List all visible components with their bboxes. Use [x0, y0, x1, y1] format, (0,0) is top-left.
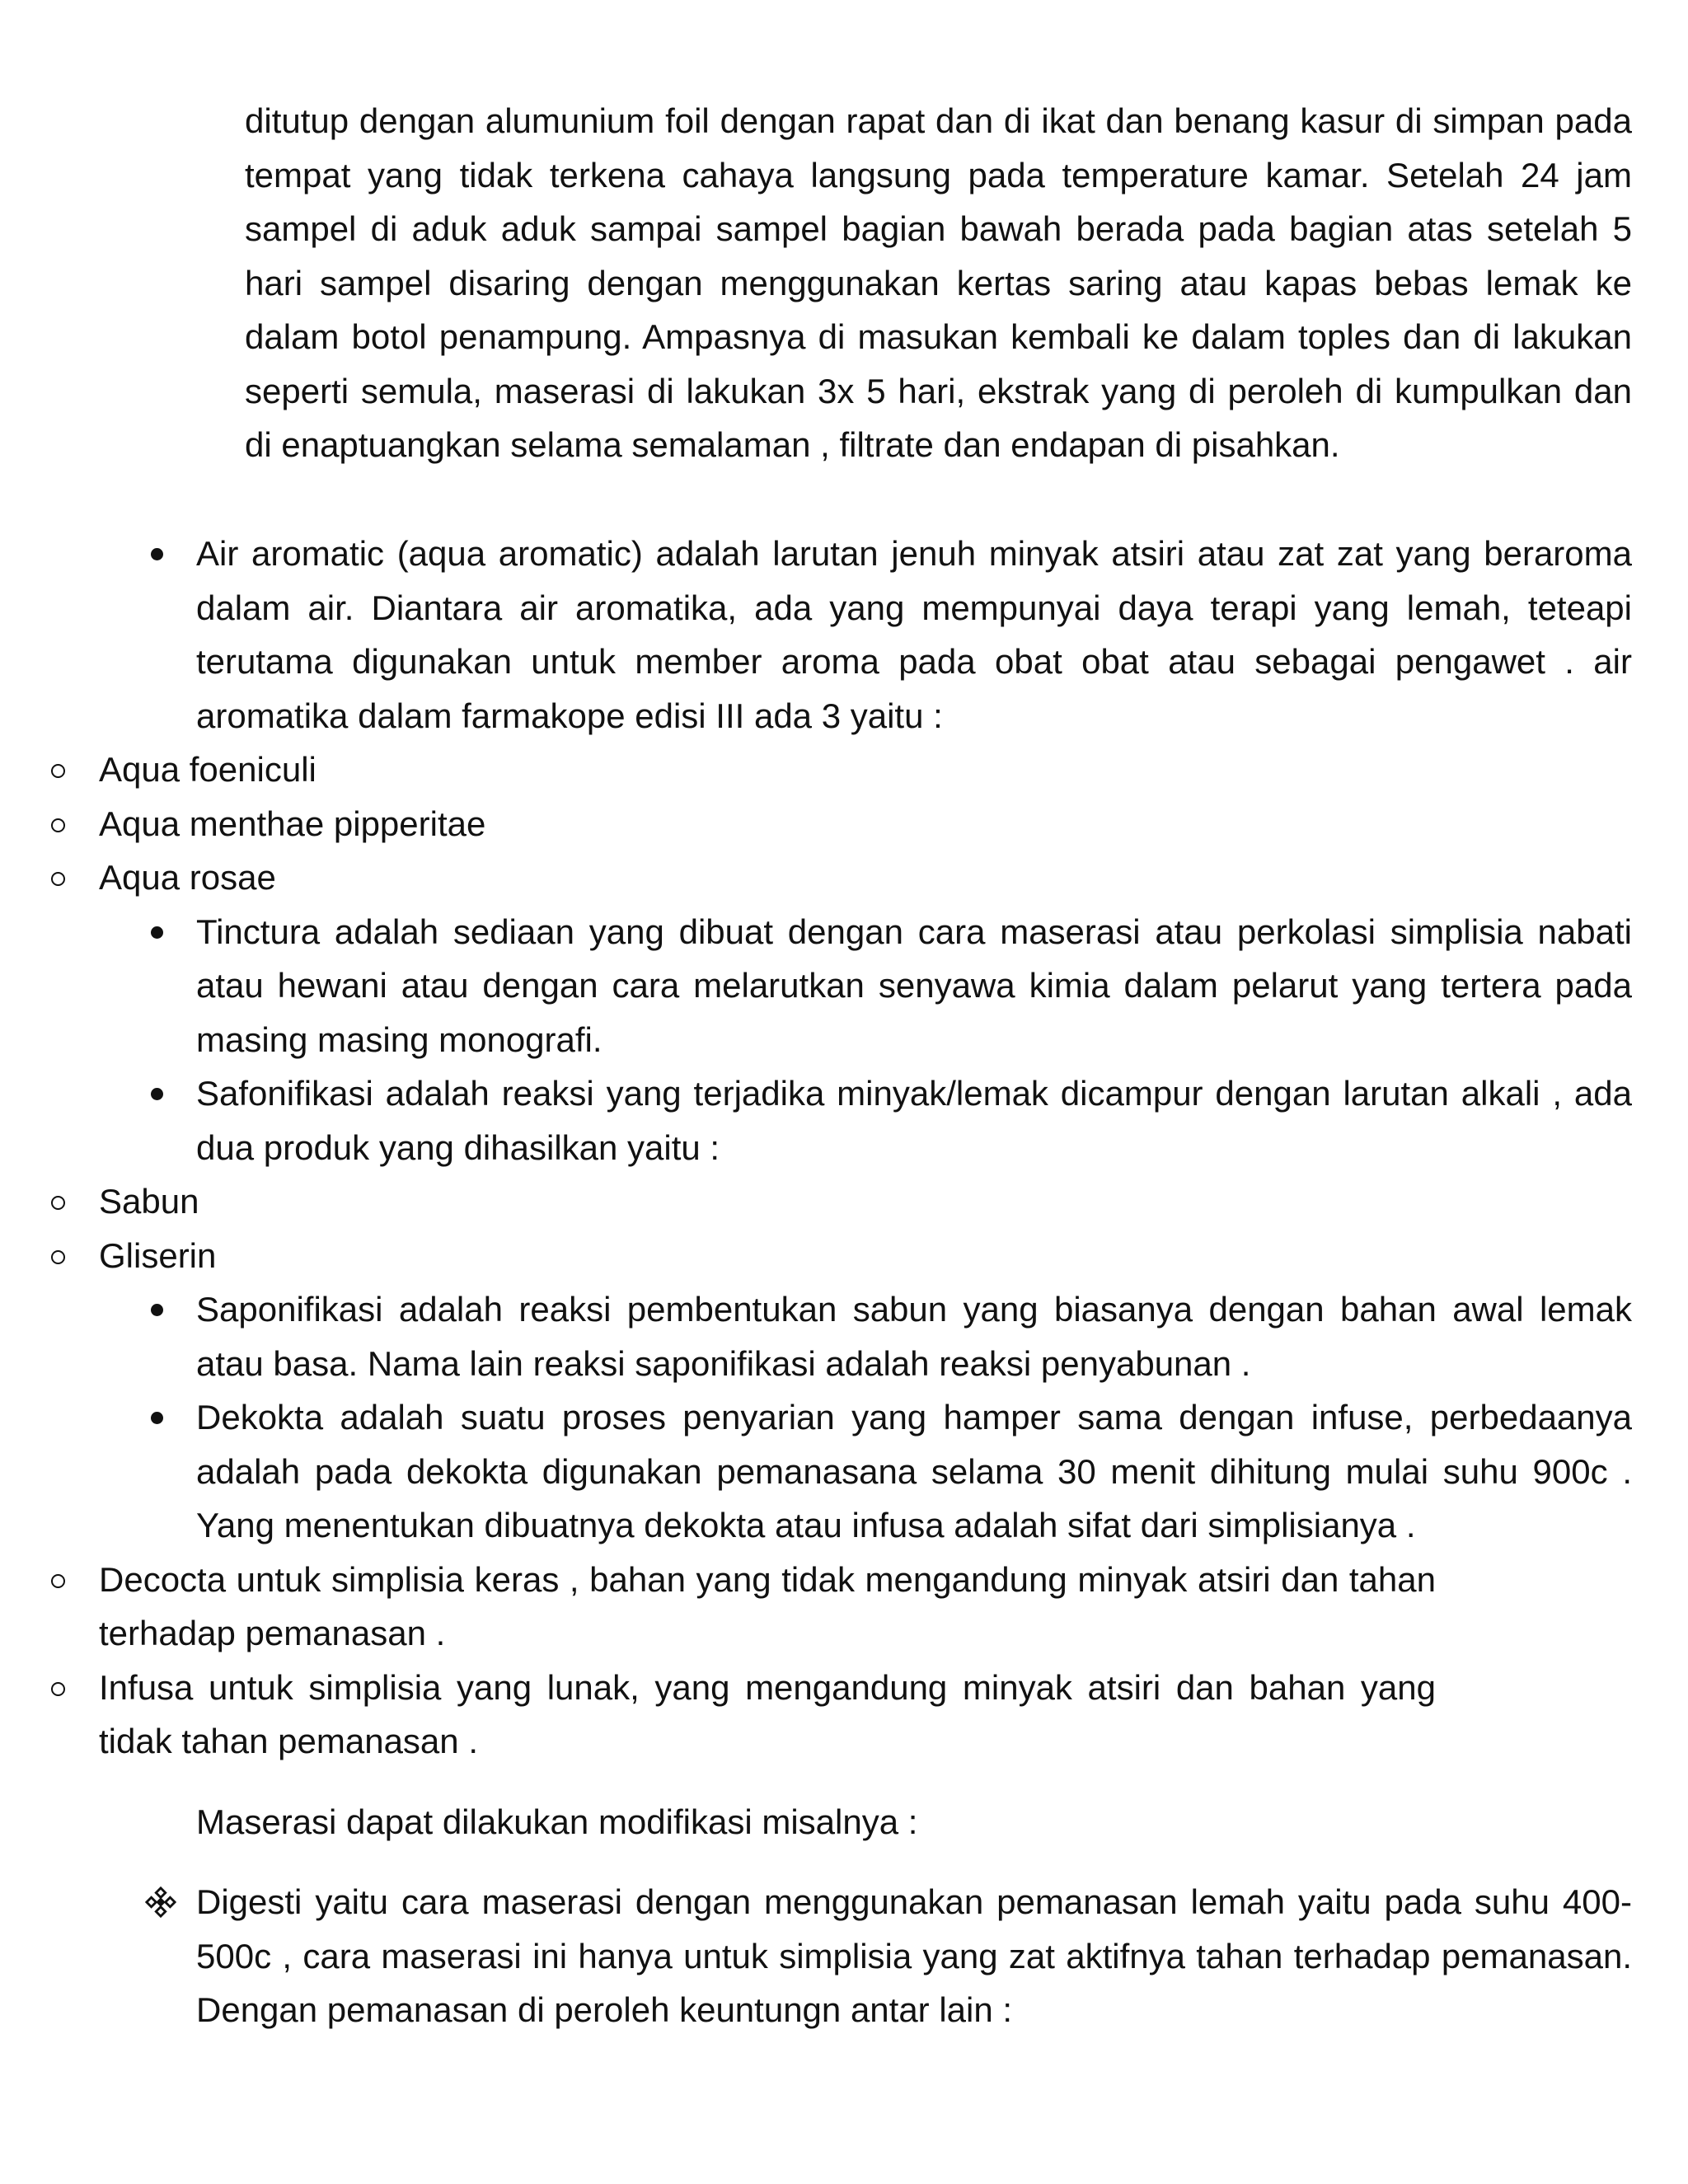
list-item-text: Saponifikasi adalah reaksi pembentukan sabun yang biasanya dengan bahan awal lemak atau basa. Nama lain reaksi saponifikasi adalah reaksi penyabunan . — [196, 1290, 1632, 1383]
circle-bullet-icon — [51, 818, 65, 832]
sub-list-item — [99, 1229, 1436, 1283]
sub-list — [0, 1553, 1688, 1769]
bullet-icon — [151, 1088, 163, 1100]
bullet-icon — [151, 1304, 163, 1316]
list-item — [196, 527, 1632, 743]
sub-list-item-text: Decocta untuk simplisia keras , bahan yang tidak mengandung minyak atsiri dan tahan terhadap pemanasan . — [99, 1559, 1436, 1652]
sub-list — [0, 1174, 1688, 1282]
list-item — [196, 905, 1632, 1067]
diamond-list-item-text: Digesti yaitu cara maserasi dengan menggunakan pemanasan lemah yaitu pada suhu 400-500c , cara maserasi ini hanya untuk simplisia yang zat aktifnya tahan terhadap pemanasan. Dengan pemanasan di peroleh keuntungn antar lain : — [196, 1882, 1632, 2029]
intro-paragraph: ditutup dengan alumunium foil dengan rapat dan di ikat dan benang kasur di simpan pada tempat yang tidak terkena cahaya langsung pada temperature kamar. Setelah 24 jam sampel di aduk aduk sampai sampel bagian bawah berada pada bagian atas setelah 5 hari sampel disaring dengan menggunakan kertas saring atau kapas bebas lemak ke dalam botol penampung. Ampasnya di masukan kembali ke dalam toples dan di lakukan seperti semula, maserasi di lakukan 3x 5 hari, ekstrak yang di peroleh di kumpulkan dan di enaptuangkan selama semalaman , filtrate dan endapan di pisahkan. — [245, 101, 1632, 464]
circle-bullet-icon — [51, 764, 65, 778]
sub-list-item-text: Infusa untuk simplisia yang lunak, yang mengandung minyak atsiri dan bahan yang tidak tahan pemanasan . — [99, 1667, 1436, 1760]
sub-list-item — [99, 851, 1436, 905]
sub-list-item-text: Aqua foeniculi — [99, 750, 316, 789]
sub-list-item — [99, 743, 1436, 797]
sub-list-item — [99, 1174, 1436, 1229]
sub-list-item-text: Aqua rosae — [99, 858, 276, 897]
list-item-text: Air aromatic (aqua aromatic) adalah larutan jenuh minyak atsiri atau zat zat yang beraroma dalam air. Diantara air aromatika, ada yang mempunyai daya terapi yang lemah, teteapi terutama digunakan untuk member aroma pada obat obat atau sebagai pengawet . air aromatika dalam farmakope edisi III ada 3 yaitu : — [196, 534, 1632, 735]
note-paragraph: Maserasi dapat dilakukan modifikasi misalnya : — [196, 1802, 918, 1841]
sub-list-item — [99, 1553, 1436, 1661]
list-item-text: Tinctura adalah sediaan yang dibuat dengan cara maserasi atau perkolasi simplisia nabati atau hewani atau dengan cara melarutkan senyawa kimia dalam pelarut yang tertera pada masing masing monografi. — [196, 912, 1632, 1059]
circle-bullet-icon — [51, 872, 65, 886]
list-item-text: Dekokta adalah suatu proses penyarian yang hamper sama dengan infuse, perbedaanya adalah pada dekokta digunakan pemanasana selama 30 menit dihitung mulai suhu 900c . Yang menentukan dibuatnya dekokta atau infusa adalah sifat dari simplisianya . — [196, 1398, 1632, 1544]
bullet-icon — [151, 548, 163, 560]
list-item — [196, 1066, 1632, 1174]
circle-bullet-icon — [51, 1196, 65, 1210]
sub-list — [0, 743, 1688, 905]
sub-list-item-text: Sabun — [99, 1182, 199, 1221]
sub-list-item-text: Gliserin — [99, 1235, 217, 1275]
bullet-list — [0, 527, 1688, 2037]
list-item — [196, 1390, 1632, 1553]
circle-bullet-icon — [51, 1682, 65, 1696]
list-item — [196, 1282, 1632, 1390]
circle-bullet-icon — [51, 1574, 65, 1588]
sub-list-item — [99, 797, 1436, 851]
four-diamond-bullet-icon — [145, 1886, 176, 1918]
circle-bullet-icon — [51, 1250, 65, 1264]
bullet-icon — [151, 926, 163, 939]
list-item-text: Safonifikasi adalah reaksi yang terjadika minyak/lemak dicampur dengan larutan alkali , ada dua produk yang dihasilkan yaitu : — [196, 1074, 1632, 1167]
diamond-list-item — [196, 1875, 1632, 2037]
bullet-icon — [151, 1412, 163, 1424]
sub-list-item — [99, 1661, 1436, 1769]
sub-list-item-text: Aqua menthae pipperitae — [99, 804, 486, 843]
